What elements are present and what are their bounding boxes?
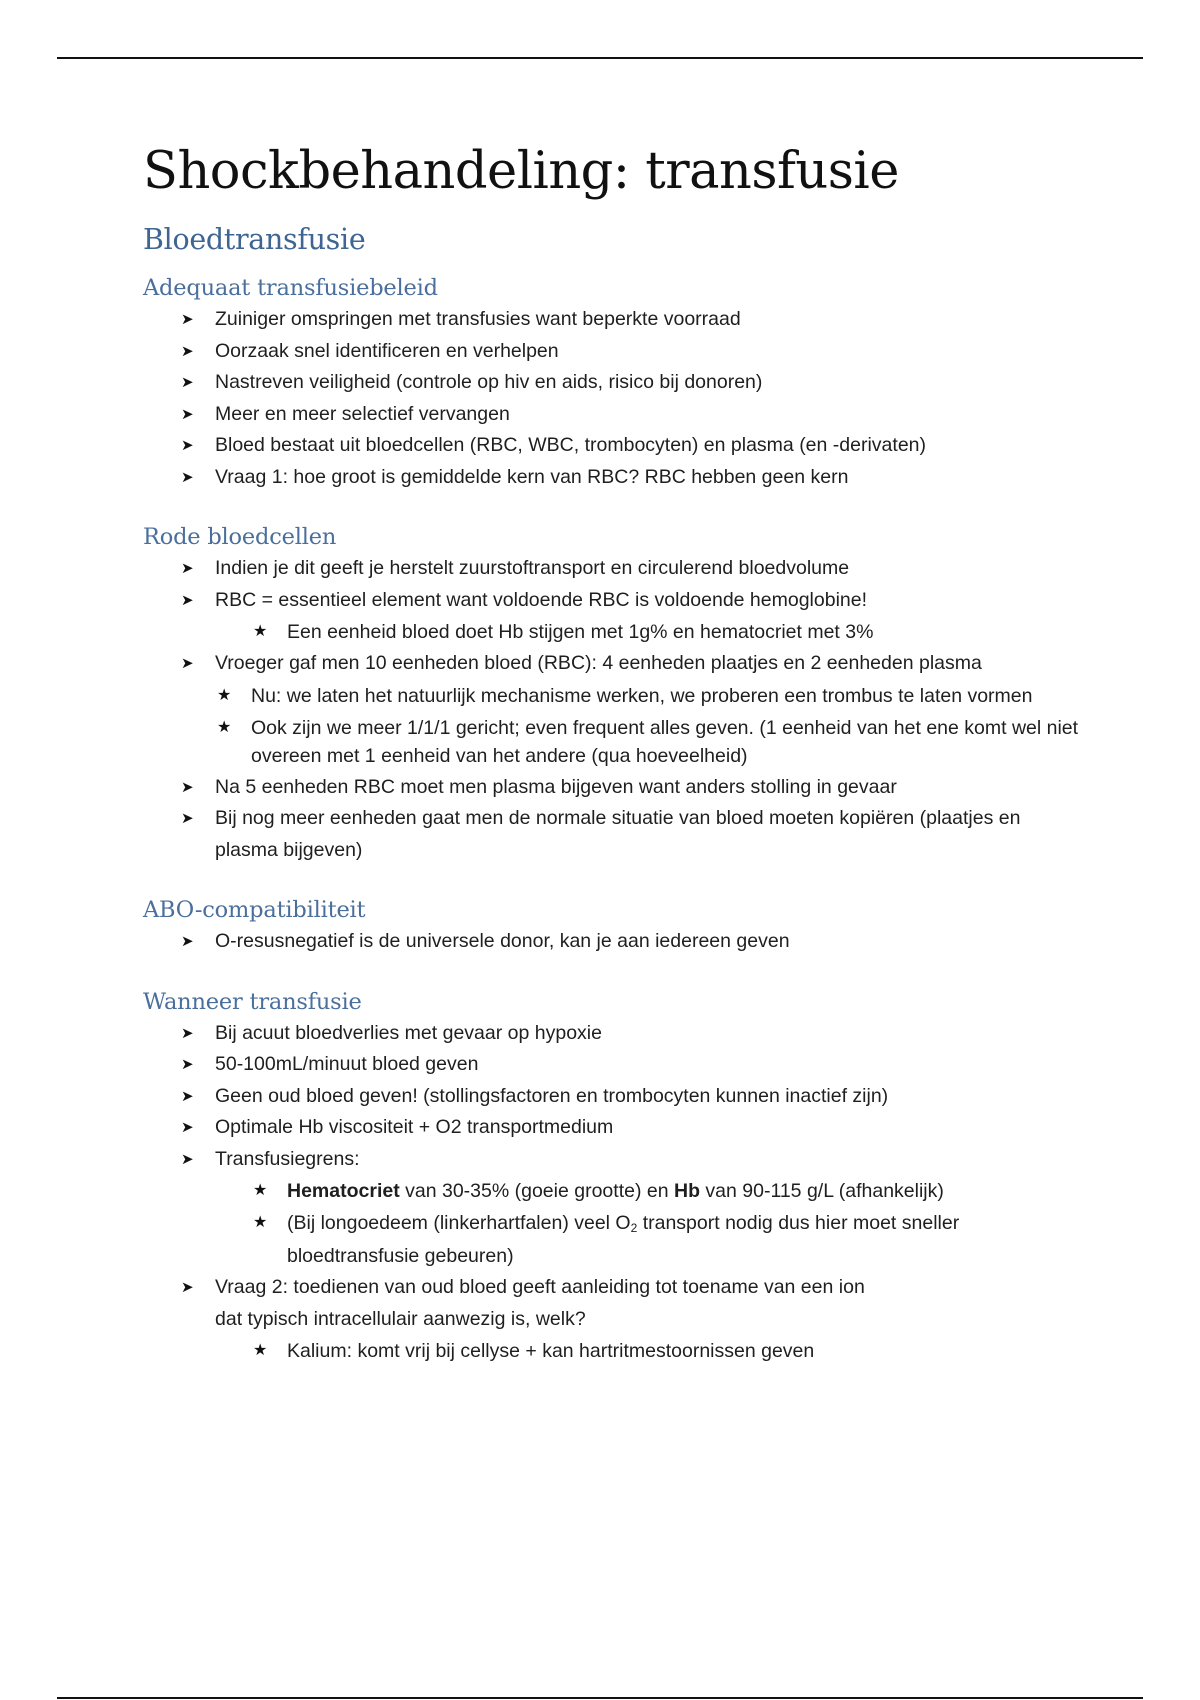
list-item: ➤ RBC = essentieel element want voldoende RBC is voldoende hemoglobine! <box>143 585 1083 617</box>
arrowhead-bullet-icon: ➤ <box>181 1119 194 1136</box>
section-rode-bloedcellen <box>143 521 1083 866</box>
arrowhead-bullet-icon: ➤ <box>181 778 194 796</box>
bold-term: Hematocriet <box>287 1180 400 1202</box>
star-bullet-icon: ★ <box>253 1214 268 1231</box>
bullet-list <box>143 304 1083 493</box>
list-item: ➤ Bloed bestaat uit bloedcellen (RBC, WBC, trombocyten) en plasma (en -derivaten) <box>143 430 1083 462</box>
section-wanneer-transfusie <box>143 986 1083 1368</box>
list-item: ➤ Na 5 eenheden RBC moet men plasma bijgeven want anders stolling in gevaar <box>143 772 1083 804</box>
sub-list-item: ★ Een eenheid bloed doet Hb stijgen met 1g% en hematocriet met 3% <box>143 616 1083 648</box>
arrowhead-bullet-icon: ➤ <box>181 655 194 672</box>
list-item: ➤ Meer en meer selectief vervangen <box>143 399 1083 431</box>
section-adequaat-transfusiebeleid <box>143 272 1083 493</box>
arrowhead-bullet-icon: ➤ <box>181 311 194 328</box>
arrowhead-bullet-icon: ➤ <box>181 405 194 423</box>
footer-rule <box>57 1697 1143 1699</box>
subsection-heading: Wanneer transfusie <box>143 988 362 1015</box>
arrowhead-bullet-icon: ➤ <box>181 810 194 827</box>
star-bullet-icon: ★ <box>253 1182 268 1199</box>
list-item: ➤ 50-100mL/minuut bloed geven <box>143 1049 1083 1081</box>
list-item: ➤ Optimale Hb viscositeit + O2 transportmedium <box>143 1112 1083 1144</box>
document-title: Shockbehandeling: transfusie <box>143 142 899 201</box>
sub-list-item: ★ Nu: we laten het natuurlijk mechanisme werken, we proberen een trombus te laten vormen <box>143 680 1083 712</box>
list-item: ➤ Bij nog meer eenheden gaat men de normale situatie van bloed moeten kopiëren (plaatjes en plasma bijgeven) <box>143 803 1083 866</box>
subsection-heading: Rode bloedcellen <box>143 524 337 550</box>
bullet-list <box>143 1018 1083 1368</box>
arrowhead-bullet-icon: ➤ <box>181 437 194 454</box>
arrowhead-bullet-icon: ➤ <box>181 560 194 577</box>
list-item: ➤ Indien je dit geeft je herstelt zuurstoftransport en circulerend bloedvolume <box>143 553 1083 585</box>
list-item: ➤ O-resusnegatief is de universele donor, kan je aan iedereen geven <box>143 926 1083 958</box>
arrowhead-bullet-icon: ➤ <box>181 342 194 360</box>
subsection-heading: ABO-compatibiliteit <box>143 897 366 923</box>
list-item: ➤ Geen oud bloed geven! (stollingsfactoren en trombocyten kunnen inactief zijn) <box>143 1081 1083 1113</box>
arrowhead-bullet-icon: ➤ <box>181 591 194 609</box>
sub-list-item: ★ Hematocriet van 30-35% (goeie grootte) en Hb van 90-115 g/L (afhankelijk) <box>143 1175 1083 1207</box>
sub-list-item: ★ Kalium: komt vrij bij cellyse + kan hartritmestoornissen geven <box>143 1335 1083 1367</box>
list-item: ➤ Nastreven veiligheid (controle op hiv en aids, risico bij donoren) <box>143 367 1083 399</box>
arrowhead-bullet-icon: ➤ <box>181 468 194 486</box>
star-bullet-icon: ★ <box>253 1342 268 1359</box>
section-heading: Bloedtransfusie <box>143 223 366 256</box>
star-bullet-icon: ★ <box>217 718 232 736</box>
list-item: ➤ Oorzaak snel identificeren en verhelpen <box>143 336 1083 368</box>
sub-list-item: ★ Ook zijn we meer 1/1/1 gericht; even frequent alles geven. (1 eenheid van het ene komt wel niet overeen met 1 eenheid van het andere (qua hoeveelheid) <box>143 712 1083 772</box>
list-item: ➤ Vraag 1: hoe groot is gemiddelde kern van RBC? RBC hebben geen kern <box>143 462 1083 494</box>
section-abo-compatibiliteit <box>143 894 1083 958</box>
arrowhead-bullet-icon: ➤ <box>181 1056 194 1073</box>
arrowhead-bullet-icon: ➤ <box>181 933 194 950</box>
arrowhead-bullet-icon: ➤ <box>181 374 194 391</box>
arrowhead-bullet-icon: ➤ <box>181 1024 194 1042</box>
list-item: ➤ Zuiniger omspringen met transfusies want beperkte voorraad <box>143 304 1083 336</box>
arrowhead-bullet-icon: ➤ <box>181 1087 194 1105</box>
header-rule <box>57 57 1143 59</box>
subsection-heading: Adequaat transfusiebeleid <box>143 275 438 301</box>
star-bullet-icon: ★ <box>217 686 232 704</box>
bullet-list <box>143 926 1083 958</box>
list-item: ➤ Vraag 2: toedienen van oud bloed geeft aanleiding tot toename van een ion dat typisch intracellulair aanwezig is, welk? <box>143 1272 1083 1335</box>
arrowhead-bullet-icon: ➤ <box>181 1279 194 1296</box>
document-page <box>143 140 1083 1395</box>
list-item: ➤ Bij acuut bloedverlies met gevaar op hypoxie <box>143 1018 1083 1050</box>
list-item: ➤ Transfusiegrens: <box>143 1144 1083 1176</box>
bullet-list <box>143 553 1083 866</box>
subscript: 2 <box>630 1221 638 1235</box>
list-item: ➤ Vroeger gaf men 10 eenheden bloed (RBC): 4 eenheden plaatjes en 2 eenheden plasma <box>143 648 1083 680</box>
bold-term: Hb <box>673 1180 700 1202</box>
star-bullet-icon: ★ <box>253 623 268 640</box>
sub-list-item: ★ (Bij longoedeem (linkerhartfalen) veel $O_2$ transport nodig dus hier moet sneller bloedtransfusie gebeuren) <box>143 1207 1083 1272</box>
arrowhead-bullet-icon: ➤ <box>181 1150 194 1168</box>
